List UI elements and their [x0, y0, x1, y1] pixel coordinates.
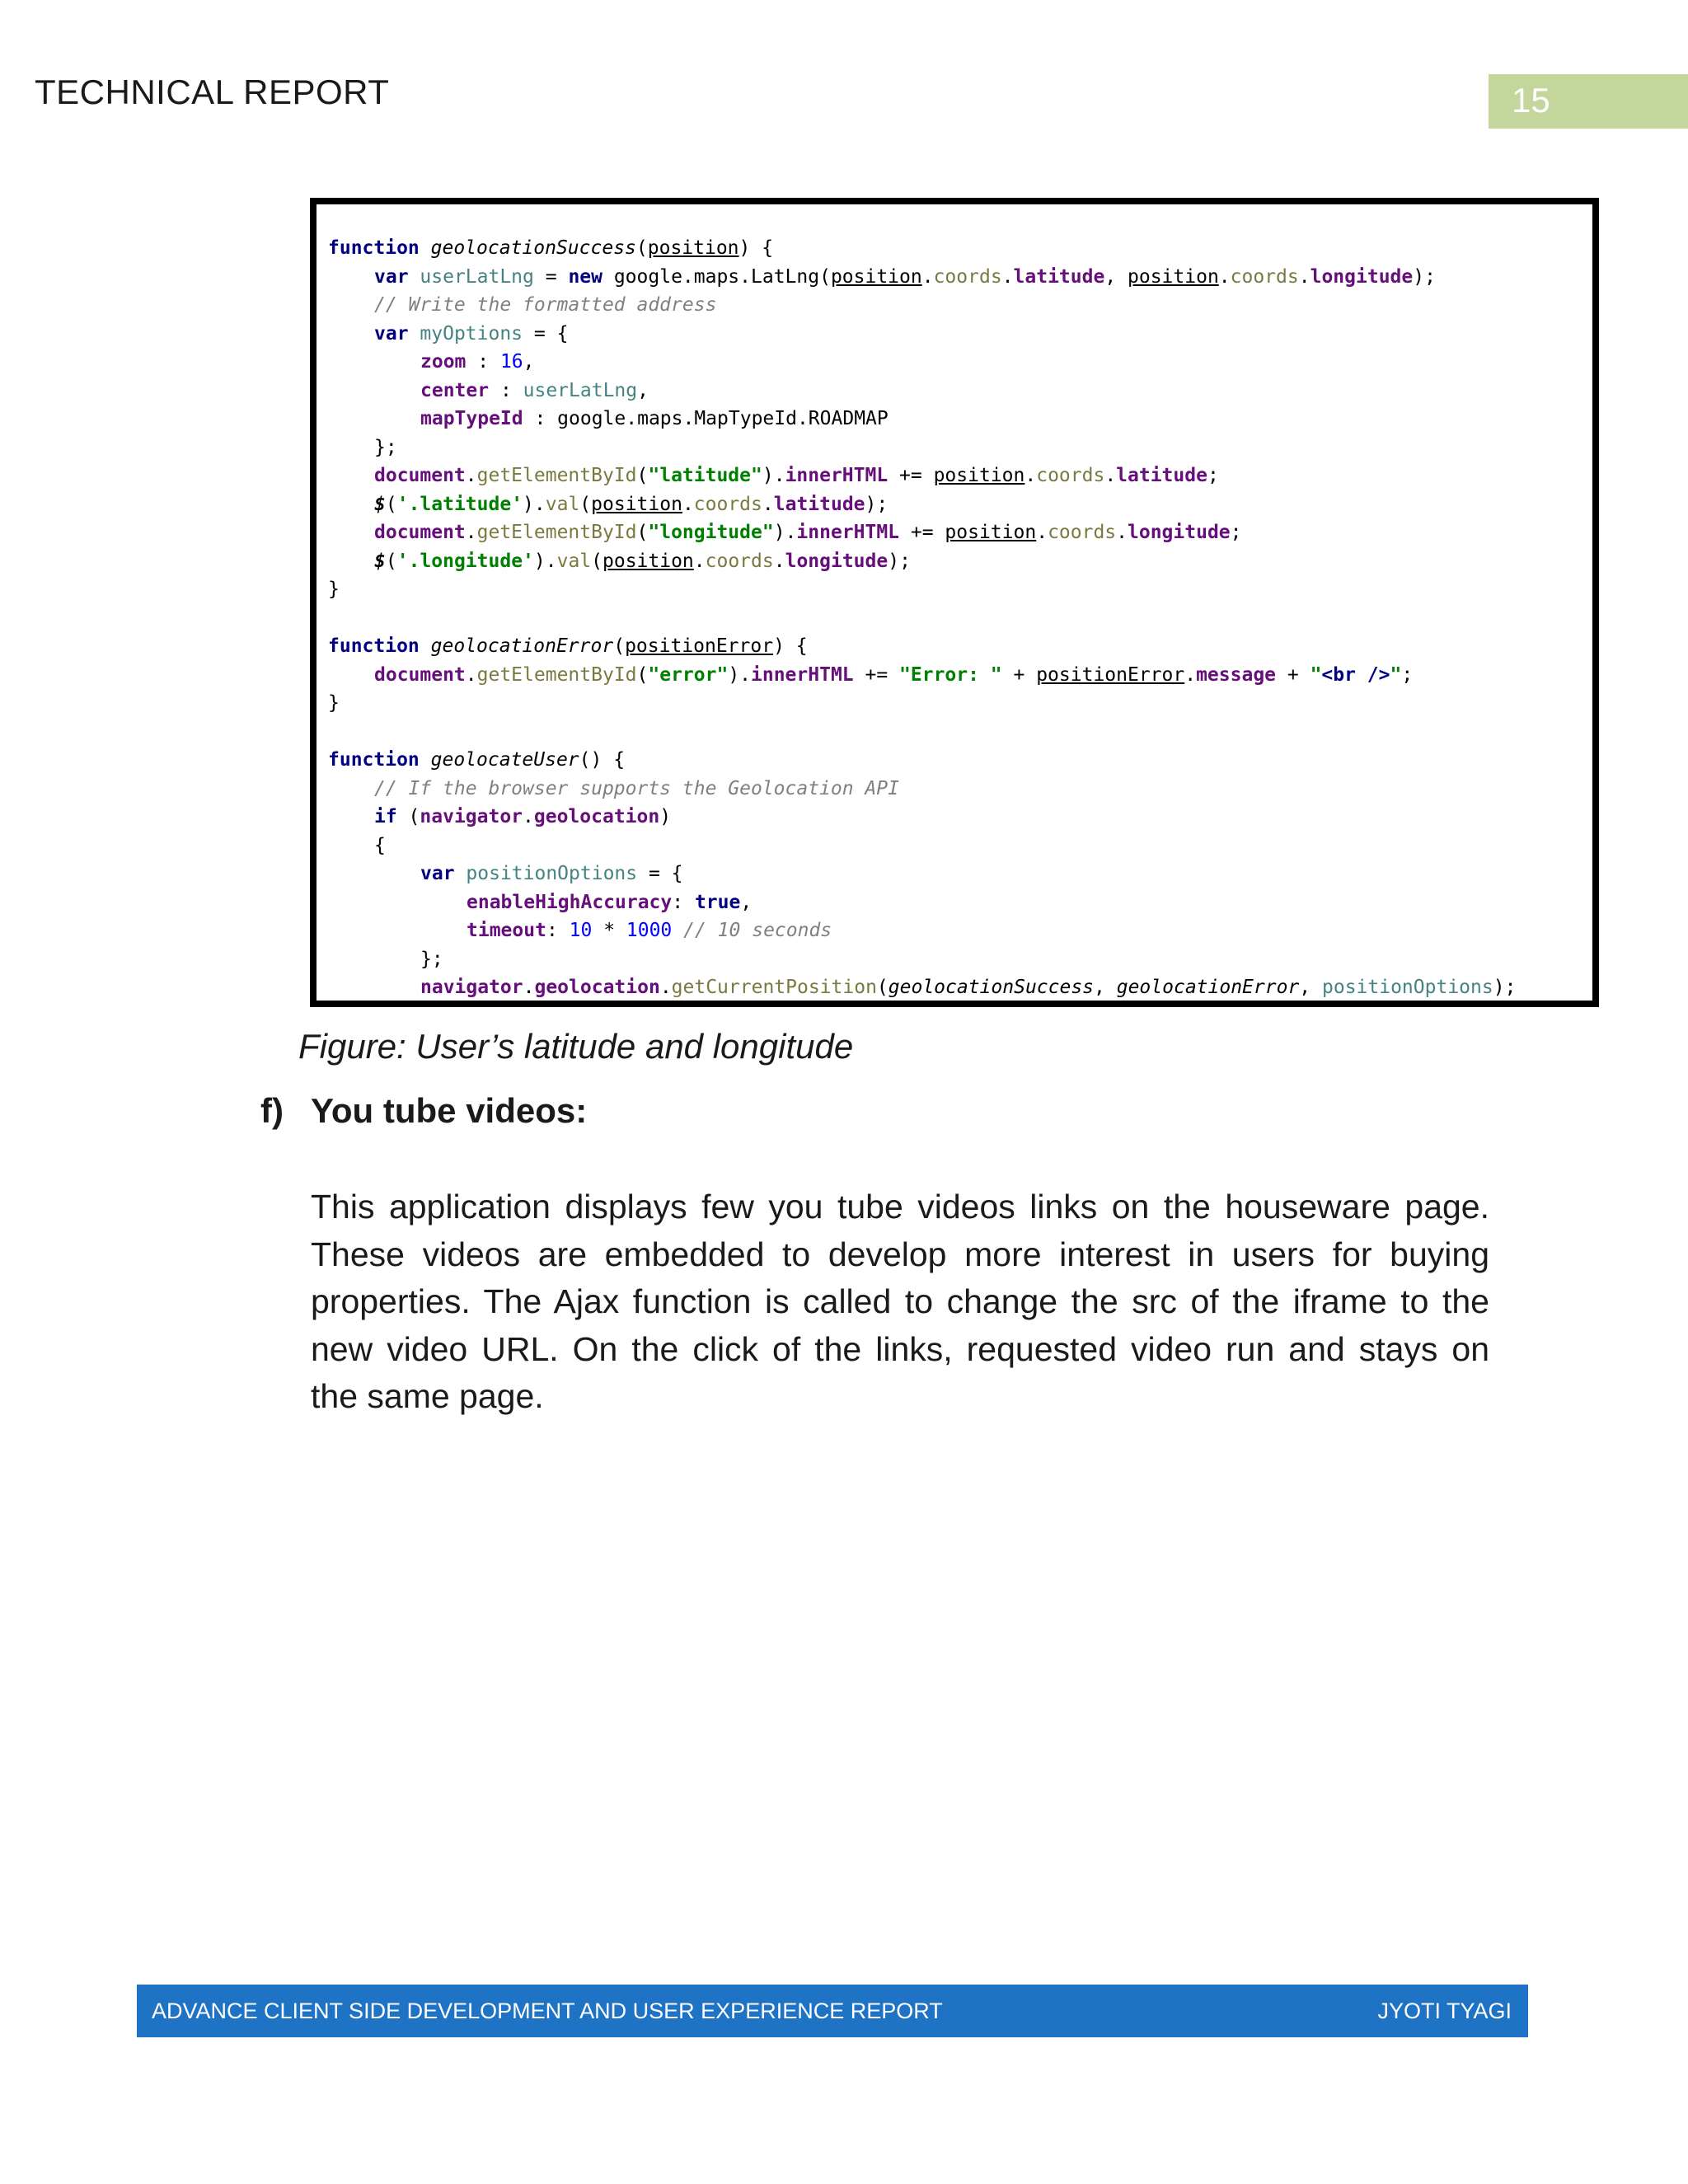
- code-token: position: [830, 265, 922, 288]
- code-token: ,: [1104, 265, 1128, 288]
- code-token: document: [374, 663, 466, 686]
- code-token: ;: [1401, 663, 1414, 686]
- code-token: latitude: [1116, 465, 1207, 486]
- code-line: [328, 434, 1592, 462]
- code-token: ).: [773, 522, 797, 543]
- code-token: .: [682, 493, 694, 515]
- code-line: [328, 632, 1592, 661]
- code-token: $: [374, 550, 386, 572]
- code-token: geolocationError: [430, 635, 614, 657]
- code-token: .: [465, 663, 477, 686]
- code-token: position: [647, 237, 739, 259]
- code-token: longitude: [785, 550, 889, 572]
- code-token: .: [1104, 465, 1117, 486]
- code-token: ": [1390, 663, 1402, 686]
- code-token: ): [659, 806, 672, 827]
- code-token: :: [546, 920, 570, 941]
- code-token: latitude: [1013, 265, 1105, 288]
- code-line: [328, 348, 1592, 377]
- body-line: properties. The Ajax function is called to change the src of the iframe to the: [311, 1282, 1489, 1320]
- code-line: [328, 490, 1592, 519]
- code-token: innerHTML: [796, 522, 900, 543]
- code-token: enableHighAccuracy: [467, 891, 673, 913]
- code-token: );: [865, 493, 889, 515]
- code-line: [328, 462, 1592, 490]
- code-token: geolocation: [533, 806, 660, 827]
- code-token: ;: [1207, 465, 1219, 486]
- code-token: );: [1493, 977, 1517, 998]
- code-token: (: [591, 550, 603, 572]
- code-token: ).: [533, 550, 557, 572]
- code-token: '.longitude': [396, 550, 534, 572]
- code-token: if: [374, 806, 397, 827]
- code-token: .: [465, 522, 477, 543]
- code-token: : google.maps.MapTypeId.ROADMAP: [523, 408, 889, 429]
- code-token: =: [533, 265, 569, 288]
- code-token: coords: [693, 493, 762, 515]
- code-token: ).: [728, 663, 752, 686]
- code-line: [328, 746, 1592, 775]
- figure-caption: Figure: User’s latitude and longitude: [298, 1027, 854, 1066]
- code-token: var: [420, 863, 455, 884]
- code-token: google.maps.LatLng(: [602, 265, 831, 288]
- code-token: ).: [523, 493, 546, 515]
- code-token: // 10 seconds: [683, 920, 832, 941]
- code-token: (: [635, 237, 648, 259]
- code-token: getElementById: [476, 663, 637, 686]
- code-token: innerHTML: [751, 663, 854, 686]
- code-token: center: [420, 379, 490, 401]
- code-token: ,: [1094, 977, 1117, 998]
- code-line: [328, 803, 1592, 832]
- code-token: *: [592, 920, 626, 941]
- code-token: (: [613, 635, 626, 657]
- body-line: This application displays few you tube videos links on the houseware page.: [311, 1188, 1489, 1226]
- code-token: +: [1276, 663, 1311, 686]
- code-line: [328, 945, 1592, 974]
- code-token: innerHTML: [785, 465, 889, 486]
- code-token: coords: [1230, 265, 1299, 288]
- page-number: 15: [1512, 81, 1550, 120]
- code-token: position: [933, 465, 1025, 486]
- code-token: "Error: ": [899, 663, 1002, 686]
- code-token: <br />: [1321, 663, 1390, 686]
- code-token: message: [1196, 663, 1277, 686]
- code-token: 10: [569, 920, 593, 941]
- code-token: () {: [579, 749, 626, 771]
- code-line: [328, 775, 1592, 804]
- code-line: [328, 832, 1592, 860]
- code-token: coords: [933, 265, 1002, 288]
- code-token: $: [374, 493, 386, 515]
- code-token: ) {: [738, 237, 774, 259]
- code-token: .: [1001, 265, 1014, 288]
- code-token: .: [1116, 522, 1128, 543]
- code-token: ,: [740, 891, 753, 913]
- code-token: (: [636, 465, 649, 486]
- code-token: :: [489, 379, 523, 401]
- code-token: .: [659, 977, 672, 998]
- section-marker: f): [260, 1091, 284, 1130]
- header-title: TECHNICAL REPORT: [35, 73, 390, 111]
- code-token: geolocateUser: [430, 749, 579, 771]
- code-token: .: [762, 493, 774, 515]
- code-token: .: [465, 465, 477, 486]
- code-token: position: [591, 493, 682, 515]
- code-token: (: [385, 550, 397, 572]
- code-token: );: [888, 550, 911, 572]
- code-token: positionOptions: [466, 863, 638, 884]
- code-token: ) {: [773, 635, 808, 657]
- code-line: [328, 888, 1592, 917]
- code-line: [328, 320, 1592, 349]
- code-token: timeout: [467, 920, 546, 941]
- code-line: [328, 405, 1592, 434]
- page-number-box: [1489, 74, 1688, 129]
- code-token: );: [1413, 265, 1436, 288]
- code-token: .: [773, 550, 785, 572]
- code-token: [420, 237, 431, 259]
- code-token: (: [579, 493, 592, 515]
- code-token: positionError: [625, 635, 774, 657]
- code-token: mapTypeId: [420, 408, 523, 429]
- footer-bar: [137, 1985, 1528, 2037]
- code-token: getElementById: [476, 465, 637, 486]
- code-token: };: [420, 948, 443, 970]
- code-token: geolocationSuccess: [888, 977, 1095, 998]
- code-line: [328, 916, 1592, 945]
- code-token: position: [1128, 265, 1219, 288]
- code-token: "error": [648, 663, 729, 686]
- code-token: latitude: [773, 493, 865, 515]
- code-token: geolocationSuccess: [430, 237, 636, 259]
- code-token: 16: [499, 351, 523, 373]
- code-token: [672, 920, 683, 941]
- code-token: var: [374, 265, 409, 288]
- code-token: val: [545, 493, 580, 515]
- code-token: ": [1310, 663, 1322, 686]
- code-token: = {: [523, 322, 569, 344]
- code-token: val: [556, 550, 592, 572]
- code-token: .: [1025, 465, 1037, 486]
- code-line: [328, 263, 1592, 292]
- code-token: var: [374, 322, 409, 344]
- code-token: myOptions: [420, 322, 523, 344]
- code-token: [455, 863, 467, 884]
- code-token: +: [1001, 663, 1037, 686]
- code-line: [328, 575, 1592, 604]
- code-token: coords: [1048, 522, 1117, 543]
- code-token: :: [466, 351, 500, 373]
- code-line: [328, 718, 1592, 747]
- body-line: new video URL. On the click of the links, requested video run and stays on: [311, 1329, 1489, 1368]
- code-line: [328, 661, 1592, 690]
- body-paragraph: [311, 1183, 1489, 1421]
- code-token: (: [636, 522, 649, 543]
- code-token: [409, 266, 420, 288]
- code-token: coords: [1036, 465, 1105, 486]
- code-token: ,: [523, 351, 535, 373]
- code-token: [409, 323, 420, 344]
- code-token: '.latitude': [396, 493, 523, 515]
- code-token: [420, 749, 431, 771]
- code-screenshot-figure: [310, 198, 1599, 1007]
- code-line: [328, 291, 1592, 320]
- code-token: :: [672, 891, 695, 913]
- code-token: getCurrentPosition: [671, 977, 877, 998]
- code-token: new: [568, 265, 603, 288]
- code-token: positionError: [1036, 663, 1185, 686]
- code-token: function: [328, 749, 420, 771]
- code-token: "longitude": [648, 522, 774, 543]
- code-token: [420, 635, 431, 657]
- code-lines: [328, 234, 1592, 1002]
- code-token: = {: [637, 863, 683, 884]
- body-line: the same page.: [311, 1377, 544, 1415]
- code-token: .: [1184, 663, 1197, 686]
- code-line: [328, 234, 1592, 263]
- code-token: (: [636, 663, 649, 686]
- code-line: [328, 973, 1592, 1002]
- code-token: }: [328, 579, 340, 600]
- code-token: "latitude": [648, 465, 762, 486]
- code-line: [328, 547, 1592, 576]
- code-token: // Write the formatted address: [374, 294, 717, 316]
- code-token: ,: [1299, 977, 1322, 998]
- code-token: document: [374, 465, 466, 486]
- code-token: (: [385, 493, 397, 515]
- code-token: };: [374, 436, 397, 458]
- body-line: These videos are embedded to develop more interest in users for buying: [311, 1235, 1489, 1273]
- code-token: longitude: [1128, 522, 1231, 543]
- code-token: .: [1036, 522, 1048, 543]
- code-token: getElementById: [476, 522, 637, 543]
- code-token: .: [1218, 265, 1231, 288]
- code-token: longitude: [1310, 265, 1414, 288]
- footer-report-title: ADVANCE CLIENT SIDE DEVELOPMENT AND USER EXPERIENCE REPORT: [152, 1999, 943, 2023]
- code-token: function: [328, 635, 420, 657]
- code-token: +=: [853, 663, 900, 686]
- code-token: .: [921, 265, 934, 288]
- code-token: positionOptions: [1322, 977, 1493, 998]
- code-token: zoom: [420, 351, 467, 373]
- code-token: +=: [899, 522, 945, 543]
- code-line: [328, 604, 1592, 633]
- code-token: .: [1298, 265, 1311, 288]
- code-token: userLatLng: [523, 379, 638, 401]
- code-token: .: [693, 550, 706, 572]
- code-token: {: [374, 834, 386, 856]
- footer-author: JYOTI TYAGI: [1377, 1999, 1512, 2023]
- code-token: position: [945, 522, 1037, 543]
- code-token: navigator: [420, 806, 523, 827]
- code-token: ;: [1230, 522, 1242, 543]
- code-token: userLatLng: [420, 265, 534, 288]
- code-token: position: [603, 550, 694, 572]
- code-token: navigator: [420, 977, 523, 998]
- code-line: [328, 860, 1592, 888]
- code-token: geolocation: [534, 977, 660, 998]
- code-line: [328, 518, 1592, 547]
- section-title: You tube videos:: [311, 1091, 588, 1130]
- code-token: (: [876, 977, 889, 998]
- code-line: [328, 377, 1592, 405]
- code-token: (: [396, 806, 420, 827]
- code-token: .: [523, 977, 535, 998]
- code-token: function: [328, 237, 420, 259]
- code-token: ).: [762, 465, 785, 486]
- code-token: coords: [705, 550, 774, 572]
- code-token: true: [694, 891, 741, 913]
- code-token: ,: [637, 379, 649, 401]
- code-token: document: [374, 522, 466, 543]
- code-token: 1000: [626, 920, 673, 941]
- code-token: geolocationError: [1116, 977, 1300, 998]
- code-token: .: [523, 806, 534, 827]
- code-token: // If the browser supports the Geolocation API: [374, 777, 899, 799]
- code-token: }: [328, 692, 340, 714]
- code-line: [328, 689, 1592, 718]
- code-token: +=: [888, 465, 934, 486]
